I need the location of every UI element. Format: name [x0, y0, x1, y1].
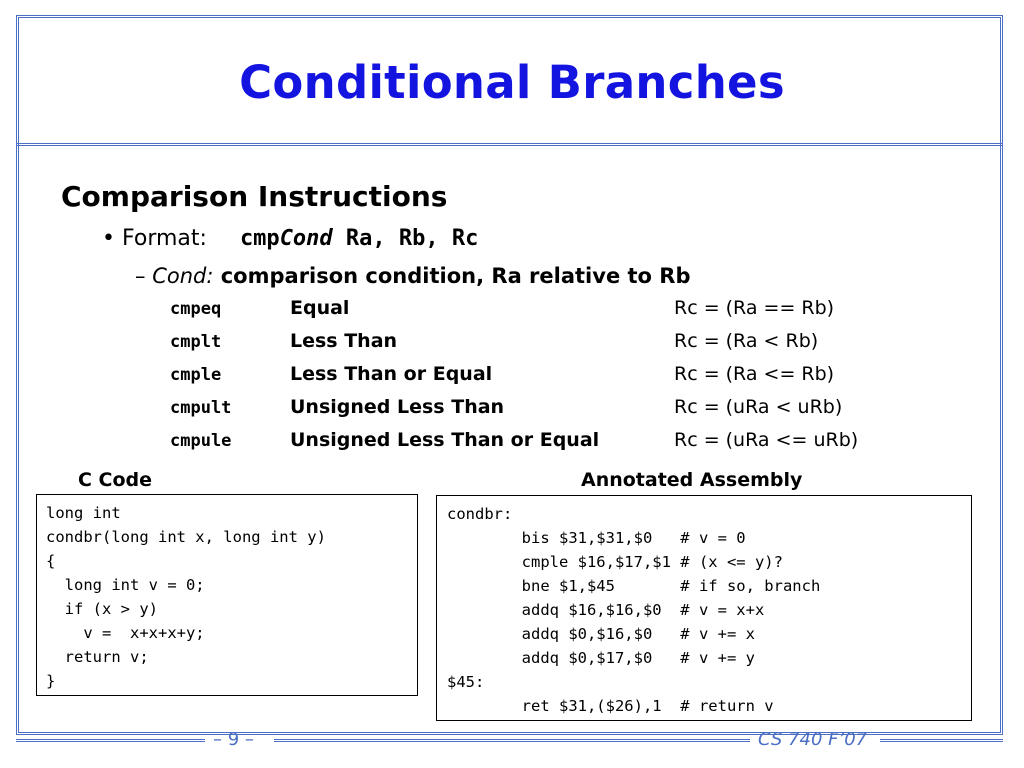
code-line: bne $1,$45 # if so, branch: [447, 577, 821, 595]
cond-subbullet: [135, 264, 690, 288]
code-line: condbr(long int x, long int y): [46, 528, 326, 546]
instruction-op: cmpeq: [170, 299, 222, 319]
cond-description: comparison condition, Ra relative to Rb: [213, 264, 691, 288]
code-line: long int v = 0;: [46, 576, 205, 594]
instruction-desc: Equal: [290, 297, 350, 319]
instruction-op: cmpult: [170, 398, 232, 418]
instruction-desc: Unsigned Less Than: [290, 396, 505, 418]
course-label: CS 740 F’07: [758, 729, 868, 750]
assembly-label: Annotated Assembly: [581, 469, 803, 491]
code-line: if (x > y): [46, 600, 158, 618]
code-line: cmple $16,$17,$1 # (x <= y)?: [447, 553, 783, 571]
c-code-label: C Code: [78, 469, 153, 491]
code-line: {: [46, 552, 56, 570]
instruction-desc: Less Than or Equal: [290, 363, 493, 385]
bullet-marker: •: [102, 226, 115, 251]
footer-line-middle: [274, 739, 750, 743]
format-cmp-cond: Cond: [279, 226, 333, 251]
code-line: }: [46, 672, 56, 690]
code-line: addq $0,$16,$0 # v += x: [447, 625, 755, 643]
page-number: – 9 –: [213, 729, 254, 750]
title-separator: [16, 143, 1003, 147]
instruction-desc: Unsigned Less Than or Equal: [290, 429, 600, 451]
code-line: bis $31,$31,$0 # v = 0: [447, 529, 746, 547]
cond-term: Cond:: [152, 264, 214, 288]
instruction-op: cmple: [170, 365, 222, 385]
instruction-rc: Rc = (uRa <= uRb): [674, 429, 859, 451]
section-heading: Comparison Instructions: [61, 180, 448, 213]
slide-title: Conditional Branches: [239, 56, 785, 109]
instruction-desc: Less Than: [290, 330, 398, 352]
format-label: Format:: [121, 226, 207, 251]
code-line: return v;: [46, 648, 149, 666]
footer-line-left: [16, 739, 205, 743]
format-cmp-prefix: cmp: [239, 226, 280, 251]
code-line: addq $16,$16,$0 # v = x+x: [447, 601, 765, 619]
instruction-rc: Rc = (Ra <= Rb): [674, 363, 835, 385]
footer-line-right: [880, 739, 1003, 743]
instruction-op: cmplt: [170, 332, 222, 352]
code-line: condbr:: [447, 505, 513, 523]
format-bullet: [102, 226, 478, 251]
code-line: $45:: [447, 673, 485, 691]
assembly-code-box: [436, 495, 972, 721]
format-cmp-args: Ra, Rb, Rc: [332, 226, 479, 251]
instruction-rc: Rc = (uRa < uRb): [674, 396, 843, 418]
instruction-rc: Rc = (Ra == Rb): [674, 297, 835, 319]
c-code-box: [36, 494, 418, 696]
instruction-op: cmpule: [170, 431, 232, 451]
subbullet-dash: –: [135, 264, 146, 288]
instruction-rc: Rc = (Ra < Rb): [674, 330, 819, 352]
code-line: v = x+x+x+y;: [46, 624, 205, 642]
code-line: ret $31,($26),1 # return v: [447, 697, 774, 715]
code-line: addq $0,$17,$0 # v += y: [447, 649, 755, 667]
code-line: long int: [46, 504, 121, 522]
